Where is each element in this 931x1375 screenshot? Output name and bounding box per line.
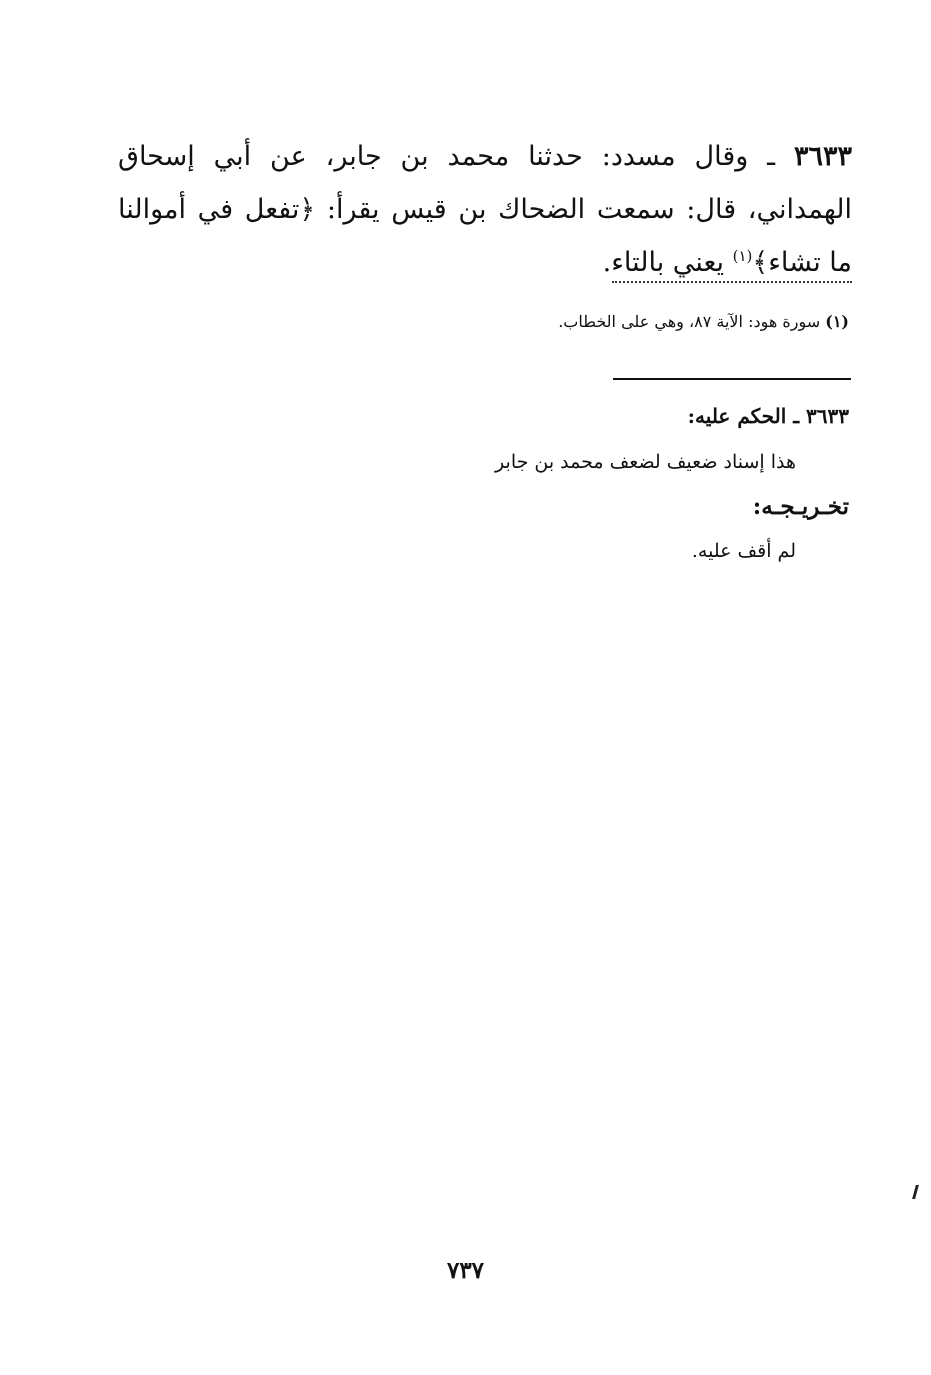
ruling-text: هذا إسناد ضعيف لضعف محمد بن جابر — [495, 451, 796, 473]
takhrij-heading: تخـريـجـه: — [752, 493, 849, 520]
hadith-text-part-1: ـ وقال مسدد: حدثنا محمد بن جابر، عن أبي إسحاق الهمداني، قال: سمعت الضحاك بن قيس يقرأ: — [118, 141, 852, 225]
footnote — [558, 308, 849, 336]
quran-verse: ﴿تفعل في أموالنا ما تشاء﴾ — [118, 194, 852, 278]
scan-mark — [912, 1185, 919, 1199]
ruling-heading: ٣٦٣٣ ـ الحكم عليه: — [687, 404, 849, 428]
hadith-number: ٣٦٣٣ — [793, 141, 852, 172]
footnote-text: سورة هود: الآية ٨٧، وهي على الخطاب. — [558, 312, 826, 331]
footnote-marker: (١) — [825, 312, 849, 331]
hadith-text — [118, 130, 852, 289]
page-number: ٧٣٧ — [446, 1257, 485, 1284]
hadith-text-part-2: يعني بالتاء. — [602, 247, 733, 278]
section-divider — [613, 378, 851, 380]
footnote-separator — [612, 281, 852, 287]
takhrij-text: لم أقف عليه. — [691, 540, 796, 562]
footnote-reference: (١) — [732, 247, 753, 265]
